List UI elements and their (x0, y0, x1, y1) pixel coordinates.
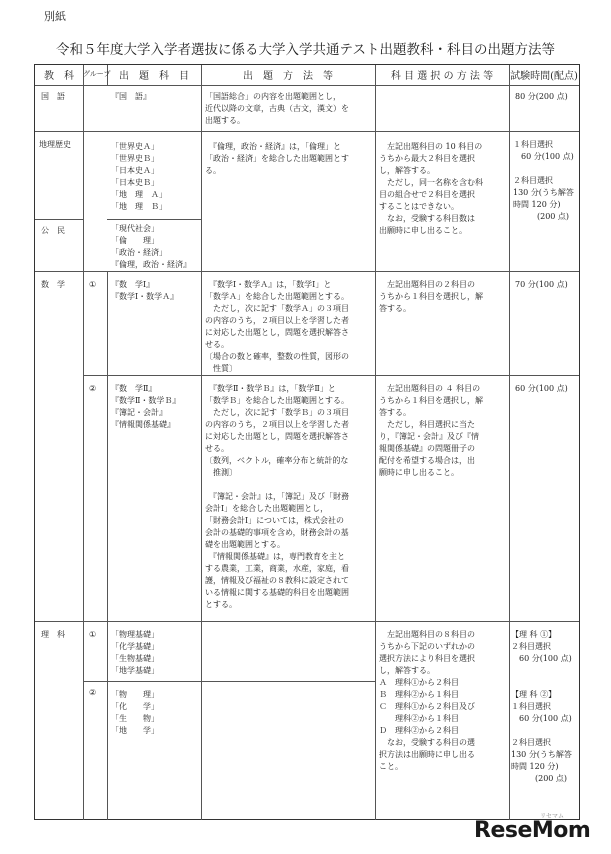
header-method: 出 題 方 法 等 (243, 71, 333, 82)
komin-subject: 公 民 (41, 226, 65, 235)
kokugo-subject: 国 語 (41, 92, 65, 101)
row-divider (107, 219, 201, 220)
header-subject: 教 科 (44, 71, 74, 82)
science-group-2: ② (89, 688, 97, 697)
math2-selection: 左記出題科目の ４ 科目の うちから１科目を選択し，解 答する。 ただし，科目選択に当た り，『簿記・会計』及び『情 報関係基礎』の問題冊子の 配付を希望する場合は，出 願時に申し出ること。 (379, 384, 483, 477)
col-divider (83, 65, 84, 820)
col-divider (107, 271, 108, 820)
header-time: 試験時間(配点) (510, 71, 578, 82)
science-selection: 左記出題科目の８科目の うちから下記のいずれかの 選択方法により科目を選択 し，解答する。 Ａ 理科①から２科目 Ｂ 理科②から１科目 Ｃ 理科①から２科目及び 理科②から１科目 Ｄ 理科②から２科目 なお，受験する科目の選 択方法は出願時に申し出る こと。 (379, 630, 475, 771)
math-group-2: ② (89, 384, 97, 393)
document-title: 令和５年度大学入学者選抜に係る大学入学共通テスト出題教科・科目の出題方法等 (56, 42, 555, 58)
math2-courses: 『数 学Ⅱ』 『数学Ⅱ・数学Ｂ』 『簿記・会計』 『情報関係基礎』 (111, 384, 181, 429)
col-divider (201, 65, 202, 820)
math-group-1: ① (89, 280, 97, 289)
math2-method: 『数学Ⅱ・数学Ｂ』は，「数学Ⅱ」と 「数学Ｂ」を総合した出題範囲とする。 ただし，次に記す「数学Ｂ」の３項目 の内容のうち，２項目以上を学習した者 に対応した出題とし，問題を選択解答さ せる。 〔数列，ベクトル，確率分布と統計的な 推測〕 『簿記・会計』は，「簿記」及び「財務 会計Ⅰ」を総合した出題範囲とし， 「財務会計Ⅰ」については，株式会社の 会計の基礎的事項を含め，財務会計の基 礎を出題範囲とする。 『情報関係基礎』は，専門教育を主と する農業，工業，商業，水産，家庭，看 護，情報及び福祉の８教科に設定されて いる情報に関する基礎的科目を出題範囲 とする。 (205, 384, 349, 609)
row-divider (83, 375, 579, 376)
kokugo-method: 「国語総合」の内容を出題範囲とし， 近代以降の文章，古典（古文，漢文）を 出題する。 (205, 92, 349, 125)
science-time-2: 【理 科 ②】 １科目選択 60 分(100 点) ２科目選択 130 分(うち解答 時間 120 分) (200 点) (511, 690, 572, 783)
row-divider (83, 681, 375, 682)
math2-time: 60 分(100 点) (515, 384, 568, 393)
chireki-subject: 地理歴史 (39, 140, 71, 149)
header-courses: 出 題 科 目 (119, 71, 189, 82)
kokugo-courses: 『国 語』 (111, 92, 151, 101)
row-divider (35, 271, 579, 272)
row-divider (35, 131, 579, 132)
science-time-1: 【理 科 ①】 ２科目選択 60 分(100 点) (511, 630, 572, 663)
math1-time: 70 分(100 点) (515, 280, 568, 289)
col-divider (509, 65, 510, 820)
row-divider (35, 621, 579, 622)
math1-courses: 『数 学Ⅰ』 『数学Ⅰ・数学Ａ』 (111, 280, 179, 301)
page-label: 別紙 (44, 10, 66, 23)
col-divider (375, 65, 376, 820)
kokugo-time: 80 分(200 点) (515, 92, 568, 101)
science-group-1: ① (89, 630, 97, 639)
header-group: グループ (83, 70, 111, 78)
row-divider (35, 85, 579, 86)
math1-method: 『数学Ⅰ・数学Ａ』は，「数学Ⅰ」と 「数学Ａ」を総合した出題範囲とする。 ただし，次に記す「数学Ａ」の３項目 の内容のうち，２項目以上を学習した者 に対応した出題とし，問題を選択解答さ せる。 〔場合の数と確率，整数の性質，図形の 性質〕 (205, 280, 349, 373)
exam-table (34, 64, 580, 820)
chireki-selection: 左記出題科目の 10 科目の うちから最大２科目を選択 し，解答する。 ただし，同一名称を含む科 目の組合せで２科目を選択 することはできない。 なお，受験する科目数は 出願時に申し出ること。 (379, 142, 483, 235)
resemom-logo: ReseMom (474, 818, 591, 843)
komin-courses: 「現代社会」 「倫 理」 「政治・経済」 『倫理，政治・経済』 (111, 224, 191, 269)
header-selection: 科 目 選 択 の 方 法 等 (390, 71, 494, 82)
resemom-logo-sub: リセマム (540, 813, 564, 820)
chireki-method: 『倫理，政治・経済』は，「倫理」と 「政治・経済」を総合した出題範囲とす る。 (205, 142, 349, 175)
row-divider (35, 219, 83, 220)
math-subject: 数 学 (41, 280, 65, 289)
science1-courses: 「物理基礎」 「化学基礎」 「生物基礎」 「地学基礎」 (111, 630, 159, 675)
chireki-courses: 「世界史Ａ」 「世界史Ｂ」 「日本史Ａ」 「日本史Ｂ」 「地 理 Ａ」 「地 理 Ｂ」 (111, 142, 167, 211)
math1-selection: 左記出題科目の２科目の うちから１科目を選択し，解 答する。 (379, 280, 483, 313)
science2-courses: 「物 理」 「化 学」 「生 物」 「地 学」 (111, 690, 159, 735)
chireki-time: １科目選択 60 分(100 点) ２科目選択 130 分(うち解答 時間 120 分) (200 点) (513, 140, 574, 221)
science-subject: 理 科 (41, 630, 65, 639)
